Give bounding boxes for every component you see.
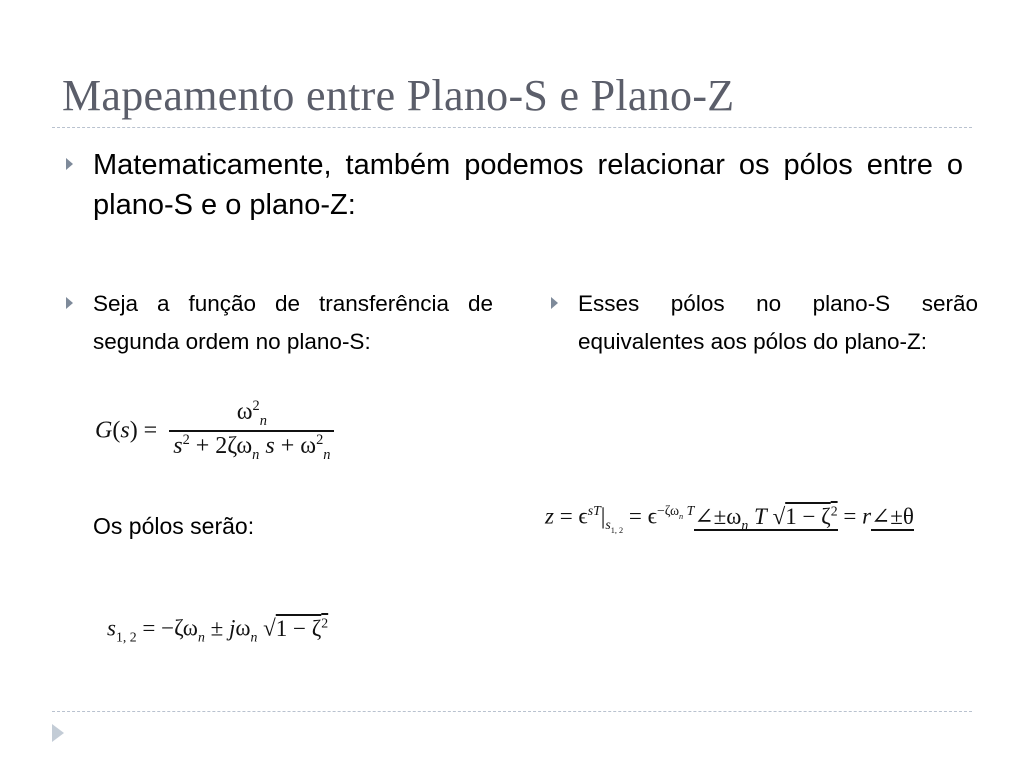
poles-label: Os pólos serão: — [93, 513, 255, 539]
slide-title: Mapeamento entre Plano-S e Plano-Z — [62, 71, 735, 120]
bullet-arrow-icon — [66, 158, 73, 170]
poles-equation: $s_{1, 2} = -\zeta\omega_n \pm j\omega_n$ $√1 - \zeta^2$ — [107, 615, 329, 645]
main-bullet-text: Matematicamente, também podemos relacionar os pólos entre o plano-S e o plano-Z: — [93, 149, 963, 221]
footer-divider — [52, 711, 972, 712]
right-bullet-text: Esses pólos no plano-S serão equivalentes aos pólos do plano-Z: — [578, 291, 978, 354]
transfer-function-equation: G(s) = $\frac{\omega^2_n}{s^2 + 2\zeta\omega_n s + \omega^2_n}$ — [95, 398, 334, 464]
left-bullet-text: Seja a função de transferência de segunda ordem no plano-S: — [93, 291, 493, 354]
play-triangle-icon[interactable] — [52, 724, 64, 742]
bullet-arrow-icon — [551, 297, 558, 309]
bullet-arrow-icon — [66, 297, 73, 309]
z-mapping-equation: $z = \epsilon^{sT}|_{s_{1, 2}}$ = $\epsilon^{-\zeta\omega_n T}\angle\pm\omega_n$ T $√1 - \zeta^2$ = r∠±θ — [545, 503, 914, 535]
title-divider — [52, 127, 972, 128]
